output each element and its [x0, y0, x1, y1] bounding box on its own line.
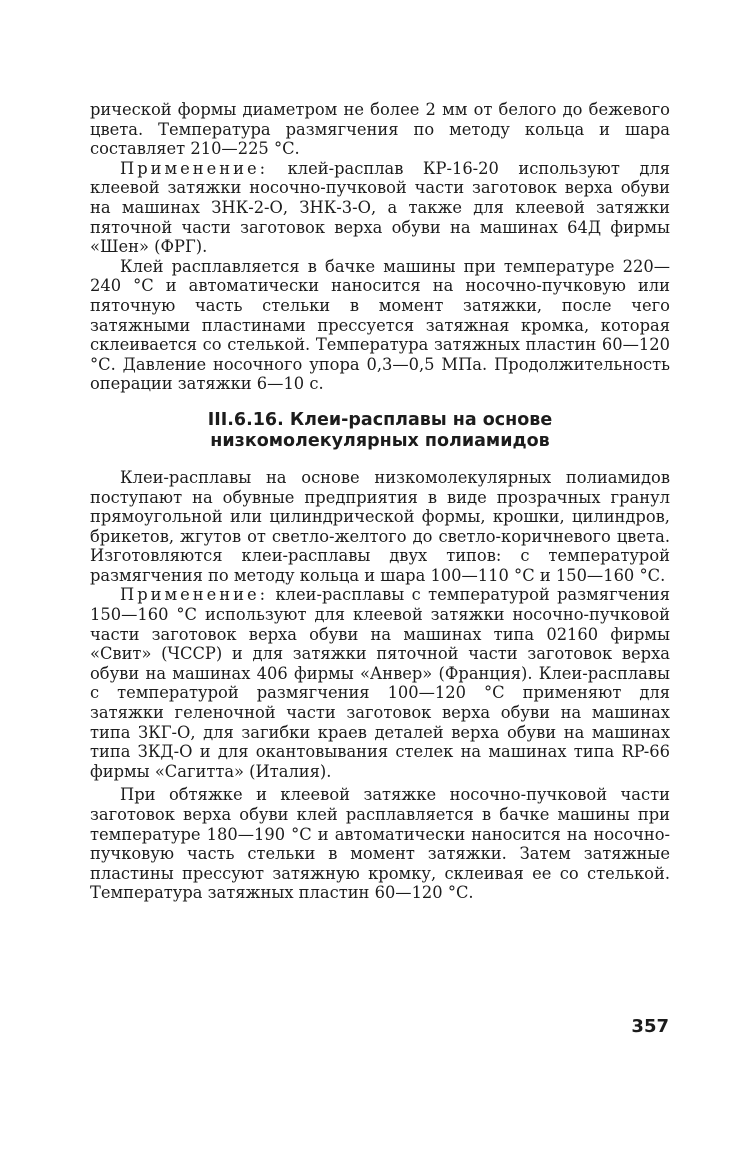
paragraph-process: Клей расплавляется в бачке машины при температуре 220—240 °С и автоматически наносится на носочно-пучковую или пяточную часть стельки в момент затяжки, после чего затяжными пластинами прессуется затяжная кромка, которая склеивается со стелькой. Температура затяжных пластин 60—120 °С. Давление носочного упора 0,3—0,5 МПа. Продолжительность операции затяжки 6—10 с. [90, 256, 670, 394]
application-label-2: Применение: [120, 585, 269, 605]
application-label: Применение: [120, 158, 269, 178]
paragraph-lasting: При обтяжке и клеевой затяжке носочно-пучковой части заготовок верха обуви клей расплавляется в бачке машины при температуре 180—190 °С и автоматически наносится на носочно-пучковую часть стельки в момент затяжки. Затем затяжные пластины прессуют затяжную кромку, склеивая ее со стелькой. Температура затяжных пластин 60—120 °С. [90, 785, 670, 903]
section-heading-line1: III.6.16. Клеи-расплавы на основе [207, 409, 553, 430]
paragraph-application-polyamide [90, 585, 670, 781]
section-heading-line2: низкомолекулярных полиамидов [210, 430, 550, 451]
page-number: 357 [631, 1016, 669, 1037]
paragraph-polyamide-intro: Клеи-расплавы на основе низкомолекулярных полиамидов поступают на обувные предприятия в виде прозрачных гранул прямоугольной или цилиндрической формы, крошки, цилиндров, брикетов, жгутов от светло-желтого до светло-коричневого цвета. Изготовляются клеи-расплавы двух типов: с температурой размягчения по методу кольца и шара 100—110 °С и 150—160 °С. [90, 467, 670, 585]
application-text-2: клеи-расплавы с температурой размягчения 150—160 °С используют для клеевой затяжки носочно-пучковой части заготовок верха обуви на машинах типа 02160 фирмы «Свит» (ЧССР) и для затяжки пяточной части заготовок верха обуви на машинах 406 фирмы «Анвер» (Франция). Клеи-расплавы с температурой размягчения 100—120 °С применяют для затяжки геленочной части заготовок верха обуви на машинах типа ЗКГ-О, для загибки краев деталей верха обуви на машинах типа ЗКД-О и для окантовывания стелек на машинах типа RP-66 фирмы «Сагитта» (Италия). [90, 585, 670, 781]
application-text: клей-расплав КР-16-20 используют для клеевой затяжки носочно-пучковой части заготовок верха обуви на машинах ЗНК-2-О, ЗНК-3-О, а также для клеевой затяжки пяточной части заготовок верха обуви на машинах 64Д фирмы «Шен» (ФРГ). [90, 158, 670, 257]
page-body [90, 100, 670, 903]
paragraph-application-kr [90, 159, 670, 257]
paragraph-continued: рической формы диаметром не более 2 мм от белого до бежевого цвета. Температура размягчения по методу кольца и шара составляет 210—225 °С. [90, 100, 670, 159]
section-heading [90, 410, 670, 452]
